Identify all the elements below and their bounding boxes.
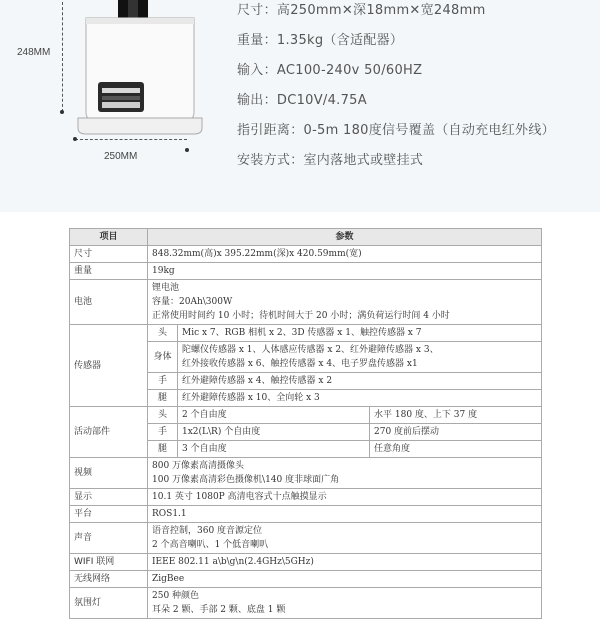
charger-specs <box>237 0 597 176</box>
battery-line: 容量：20Ah\300W <box>152 297 233 307</box>
sound-line: 语音控制，360 度音源定位 <box>152 526 263 536</box>
dimension-dot <box>60 110 64 114</box>
row-value-platform: ROS1.1 <box>148 506 542 523</box>
video-line: 800 万像素高清摄像头 <box>152 461 245 471</box>
spec-installation: 安装方式：室内落地式或壁挂式 <box>237 153 424 168</box>
charger-section <box>0 0 600 212</box>
table-header-row <box>70 229 542 246</box>
row-value-wifi: IEEE 802.11 a\b\g\n(2.4GHz\5GHz) <box>148 554 542 571</box>
header-param: 参数 <box>148 229 542 246</box>
moving-head-range: 水平 180 度、上下 37 度 <box>370 407 542 424</box>
row-value-ambient-light <box>148 588 542 619</box>
sensor-body-value <box>178 342 542 373</box>
table-row <box>70 588 542 619</box>
row-label-ambient-light: 氛围灯 <box>70 588 148 619</box>
row-label-video: 视频 <box>70 458 148 489</box>
spec-input: 输入：AC100-240v 50/60HZ <box>237 63 423 78</box>
row-value-weight: 19kg <box>148 263 542 280</box>
sensor-body-label: 身体 <box>148 342 178 373</box>
table-row <box>70 523 542 554</box>
table-row <box>70 280 542 325</box>
moving-head-label: 头 <box>148 407 178 424</box>
height-dimension-label: 248MM <box>17 47 51 58</box>
row-label-wireless: 无线网络 <box>70 571 148 588</box>
moving-hand-value: 1x2(L\R) 个自由度 <box>178 424 370 441</box>
table-row <box>70 246 542 263</box>
row-label-size: 尺寸 <box>70 246 148 263</box>
sensor-leg-label: 腿 <box>148 390 178 407</box>
table-row <box>70 489 542 506</box>
row-label-weight: 重量 <box>70 263 148 280</box>
video-line: 100 万像素高清彩色摄像机\140 度非球面广角 <box>152 475 340 485</box>
table-row <box>70 325 542 342</box>
row-value-size: 848.32mm(高)x 395.22mm(深)x 420.59mm(宽) <box>148 246 542 263</box>
sensor-leg-value: 红外避障传感器 x 10、全向轮 x 3 <box>178 390 542 407</box>
battery-line: 锂电池 <box>152 283 180 293</box>
robot-spec-table <box>69 228 542 619</box>
table-row <box>70 506 542 523</box>
moving-leg-range: 任意角度 <box>370 441 542 458</box>
row-label-display: 显示 <box>70 489 148 506</box>
moving-head-value: 2 个自由度 <box>178 407 370 424</box>
spec-output: 输出：DC10V/4.75A <box>237 93 367 108</box>
table-row <box>70 407 542 424</box>
sensor-body-line: 陀螺仪传感器 x 1、人体感应传感器 x 2、红外避障传感器 x 3、 <box>182 345 439 355</box>
row-label-wifi: WIFI 联网 <box>70 554 148 571</box>
charging-dock-image <box>78 0 202 136</box>
spec-size: 尺寸：高250mm✕深18mm✕宽248mm <box>237 3 486 18</box>
dimension-dot <box>73 137 77 141</box>
spec-weight: 重量：1.35kg（含适配器） <box>237 33 404 48</box>
moving-leg-label: 腿 <box>148 441 178 458</box>
row-value-display: 10.1 英寸 1080P 高清电容式十点触摸显示 <box>148 489 542 506</box>
ambient-line: 250 种颜色 <box>152 591 200 601</box>
sensor-head-value: Mic x 7、RGB 相机 x 2、3D 传感器 x 1、触控传感器 x 7 <box>178 325 542 342</box>
row-value-battery <box>148 280 542 325</box>
sensor-head-label: 头 <box>148 325 178 342</box>
spec-table-wrapper <box>69 228 541 619</box>
row-label-battery: 电池 <box>70 280 148 325</box>
table-row <box>70 554 542 571</box>
moving-hand-label: 手 <box>148 424 178 441</box>
spec-guide-distance: 指引距离：0-5m 180度信号覆盖（自动充电红外线） <box>237 123 555 138</box>
battery-line: 正常使用时间约 10 小时；待机时间大于 20 小时；满负荷运行时间 4 小时 <box>152 311 450 321</box>
sensor-hand-label: 手 <box>148 373 178 390</box>
table-row <box>70 571 542 588</box>
row-label-sensors: 传感器 <box>70 325 148 407</box>
row-value-wireless: ZigBee <box>148 571 542 588</box>
row-value-video <box>148 458 542 489</box>
row-label-moving-parts: 活动部件 <box>70 407 148 458</box>
table-row <box>70 458 542 489</box>
moving-hand-range: 270 度前后摆动 <box>370 424 542 441</box>
dimension-dot <box>185 148 189 152</box>
width-dimension-line <box>75 139 187 140</box>
sound-line: 2 个高音喇叭、1 个低音喇叭 <box>152 540 269 550</box>
width-dimension-label: 250MM <box>104 151 138 162</box>
row-value-sound <box>148 523 542 554</box>
height-dimension-line <box>62 2 63 112</box>
row-label-platform: 平台 <box>70 506 148 523</box>
sensor-body-line: 红外接收传感器 x 6、触控传感器 x 4、电子罗盘传感器 x1 <box>182 359 418 369</box>
row-label-sound: 声音 <box>70 523 148 554</box>
sensor-hand-value: 红外避障传感器 x 4、触控传感器 x 2 <box>178 373 542 390</box>
moving-leg-value: 3 个自由度 <box>178 441 370 458</box>
ambient-line: 耳朵 2 颗、手部 2 颗、底盘 1 颗 <box>152 605 286 615</box>
header-item: 项目 <box>70 229 148 246</box>
table-row <box>70 263 542 280</box>
